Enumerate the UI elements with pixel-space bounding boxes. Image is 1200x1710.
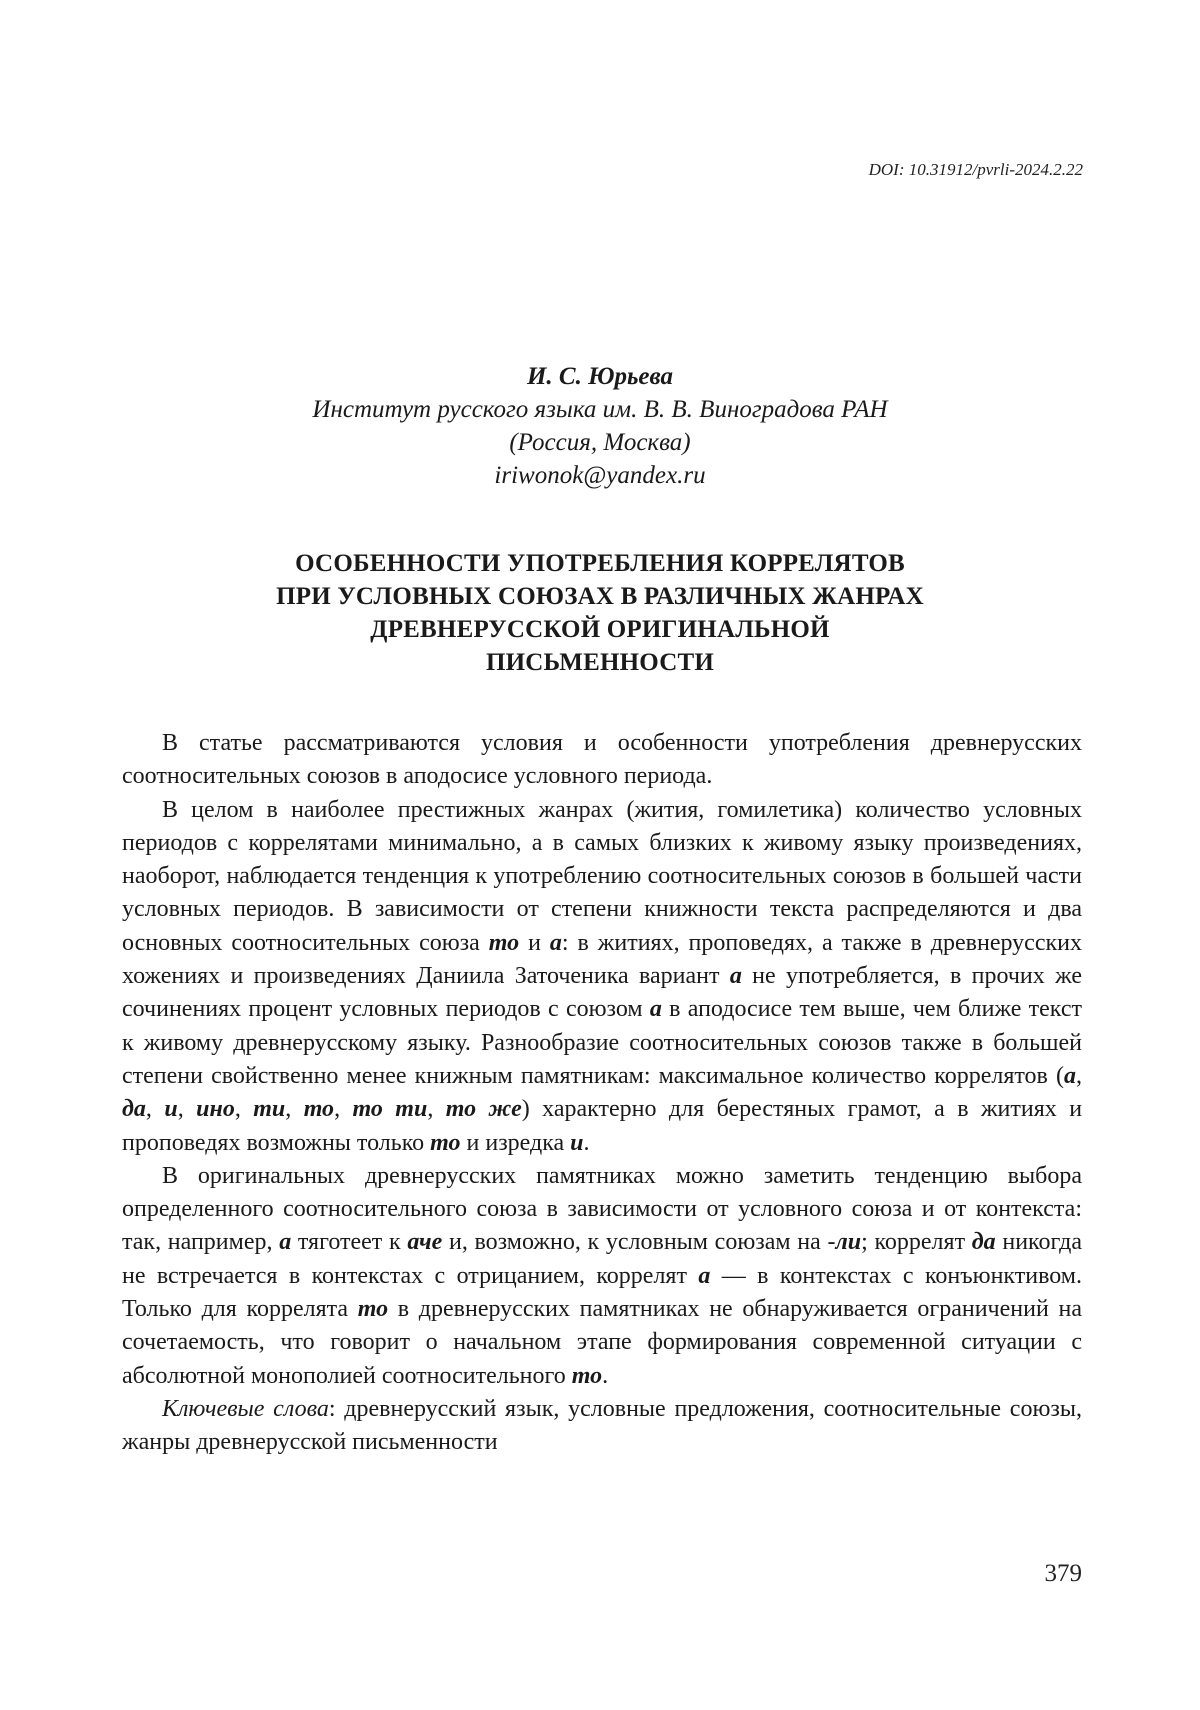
term-to-ti: то ти (352, 1096, 428, 1123)
title-line: ДРЕВНЕРУССКОЙ ОРИГИНАЛЬНОЙ (370, 616, 830, 643)
text-run: В целом в наиболее престижных жанрах (жития, гомилетика) количество условных периодов с коррелятами минимально, а в самых близких к живому языку произведениях, наоборот, наблюдается тенденция к употреблению соотносительных союзов в большей части условных периодов. В зависимости от степени книжности текста распределяются и два основных соотносительных союза (122, 796, 1082, 956)
term-to: то (430, 1129, 461, 1156)
author-location: (Россия, Москва) (509, 429, 691, 456)
keywords-paragraph (122, 1393, 1082, 1460)
text-run: и (519, 929, 550, 956)
title-line: ОСОБЕННОСТИ УПОТРЕБЛЕНИЯ КОРРЕЛЯТОВ (295, 550, 905, 577)
article-title (0, 547, 1200, 679)
text-run: : в житиях, проповедях, а также в древнерусских хожениях и произведениях Даниила Заточеника вариант (122, 929, 1082, 990)
text-run: , (334, 1096, 353, 1123)
term-a: а (729, 963, 742, 990)
term-da: да (122, 1096, 146, 1123)
term-a: а (549, 929, 562, 956)
term-li: ли (835, 1229, 862, 1256)
keywords-text: : древнерусский язык, условные предложения, соотносительные союзы, жанры древнерусской письменности (122, 1395, 1082, 1456)
term-a: а (698, 1262, 711, 1289)
text-run: , (427, 1096, 446, 1123)
title-line: ПИСЬМЕННОСТИ (486, 649, 714, 676)
term-to: то (303, 1096, 335, 1123)
text-run: и, возможно, к условным союзам на - (442, 1229, 836, 1256)
abstract (122, 727, 1082, 1460)
text-run: в аподосисе тем выше, чем ближе текст к живому древнерусскому языку. Разнообразие соотносительных союзов также в большей степени свойственно менее книжным памятникам: максимальное количество коррелятов ( (122, 996, 1082, 1089)
text-run: , (177, 1096, 197, 1123)
doi-label: DOI: 10.31912/pvrli-2024.2.22 (868, 160, 1083, 179)
title-line: ПРИ УСЛОВНЫХ СОЮЗАХ В РАЗЛИЧНЫХ ЖАНРАХ (276, 583, 924, 610)
term-a: а (279, 1229, 292, 1256)
term-ti: ти (253, 1096, 286, 1123)
term-a: а (1064, 1062, 1076, 1089)
abstract-paragraph-3 (122, 1160, 1082, 1393)
keywords-label: Ключевые слова (162, 1395, 329, 1422)
term-a: а (649, 996, 662, 1023)
text-run: ) характерно для берестяных грамот, а в житиях и проповедях возможны только (122, 1096, 1083, 1156)
term-to: то (488, 929, 520, 956)
author-name: И. С. Юрьева (526, 363, 674, 390)
term-to-zhe: то же (445, 1096, 522, 1123)
author-block (0, 360, 1200, 492)
text-run: в древнерусских памятниках не обнаруживается ограничений на сочетаемость, что говорит о начальном этапе формирования современной ситуации с абсолютной монополией соотносительного (122, 1296, 1082, 1389)
term-ino: ино (196, 1096, 235, 1123)
text-run: — в контекстах с конъюнктивом. Только для коррелята (122, 1262, 1082, 1323)
text-run: В оригинальных древнерусских памятниках можно заметить тенденцию выбора определенного соотносительного союза в зависимости от условного союза и от контекста: так, например, (122, 1162, 1082, 1256)
page-number: 379 (1044, 1560, 1082, 1587)
term-to: то (357, 1296, 389, 1323)
text-run: , (1076, 1062, 1082, 1089)
abstract-paragraph-2 (122, 794, 1082, 1160)
author-email[interactable]: iriwonok@yandex.ru (494, 462, 706, 489)
text-run: , (145, 1096, 165, 1123)
term-i: и (570, 1129, 584, 1156)
author-affiliation: Институт русского языка им. В. В. Виноградова РАН (312, 396, 888, 423)
text-run: . (583, 1129, 590, 1156)
term-to: то (571, 1362, 603, 1389)
text-run: , (285, 1096, 304, 1123)
term-i: и (164, 1096, 178, 1123)
term-ache: аче (407, 1229, 443, 1256)
text-run: не употребляется, в прочих же сочинениях процент условных периодов с союзом (122, 963, 1082, 1023)
text-run: . (602, 1362, 609, 1389)
abstract-paragraph-1: В статье рассматриваются условия и особенности употребления древнерусских соотносительных союзов в аподосисе условного периода. (122, 730, 1082, 790)
term-da: да (971, 1229, 996, 1256)
text-run: никогда не встречается в контекстах с отрицанием, коррелят (122, 1229, 1083, 1289)
text-run: ; коррелят (861, 1229, 972, 1256)
text-run: , (234, 1096, 254, 1123)
text-run: и изредка (460, 1129, 571, 1156)
text-run: тяготеет к (291, 1229, 408, 1256)
